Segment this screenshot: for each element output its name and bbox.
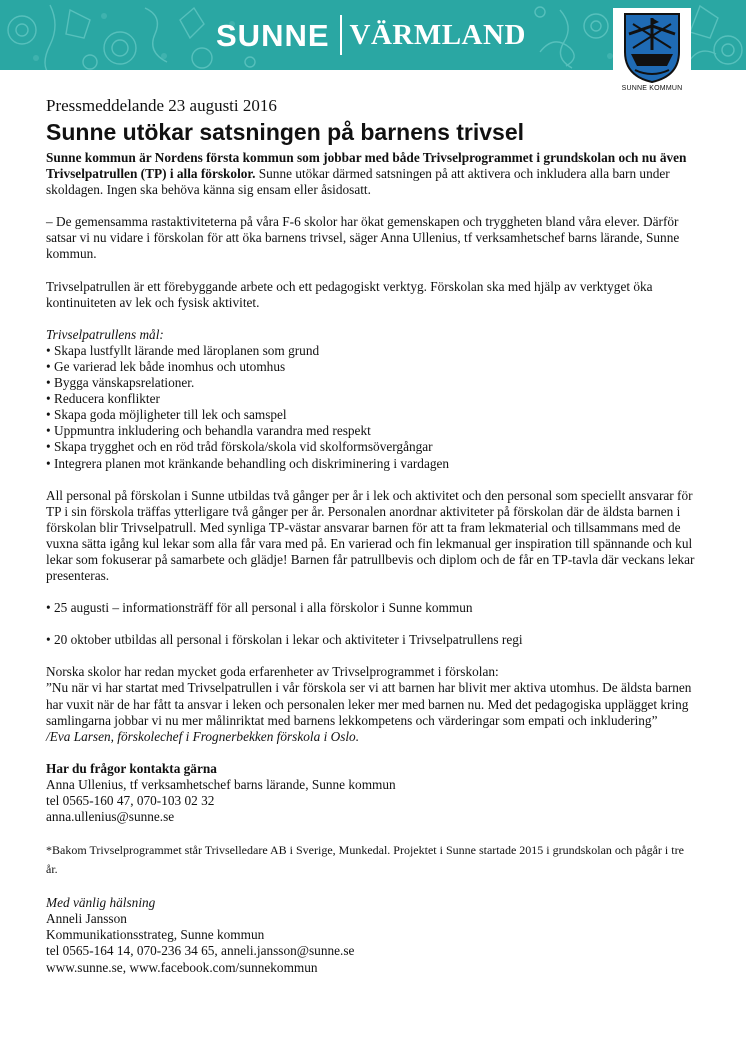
brand-varmland-text: VÄRMLAND xyxy=(349,18,526,51)
lead-rest-text: Sunne utökar därmed satsningen på att aktivera och inkludera alla barn under skoldagen. Ingen ska behöva känna sig ensam eller åsidosatt. xyxy=(46,166,670,198)
contact-email: anna.ullenius@sunne.se xyxy=(46,809,175,825)
goal-item: • Ge varierad lek både inomhus och utomhus xyxy=(46,359,696,375)
contact-heading: Har du frågor kontakta gärna xyxy=(46,760,217,776)
goals-list xyxy=(46,343,696,472)
goal-item: • Integrera planen mot kränkande behandling och diskriminering i vardagen xyxy=(46,456,696,472)
description-paragraph: Trivselpatrullen är ett förebyggande arbete och ett pedagogiskt verktyg. Förskolan ska med hjälp av verktyget öka kontinuiteten av lek och fysisk aktivitet. xyxy=(46,278,653,310)
dateline: Pressmeddelande 23 augusti 2016 xyxy=(46,96,277,115)
event-item: • 25 augusti – informationsträff för all personal i alla förskolor i Sunne kommun xyxy=(46,600,473,616)
page-title: Sunne utökar satsningen på barnens trivsel xyxy=(46,119,525,145)
brand-sunne-text: SUNNE xyxy=(216,17,330,53)
goal-item: • Bygga vänskapsrelationer. xyxy=(46,375,696,391)
norway-signature: /Eva Larsen, förskolechef i Frognerbekken förskola i Oslo. xyxy=(46,728,360,744)
training-paragraph: All personal på förskolan i Sunne utbildas två gånger per år i lek och aktivitet och den personal som speciellt ansvarar för TP i sin förskola träffas ytterligare två gånger per år. Personalen anordnar aktiviteter på förskolan där de äldsta barnen i förskolan blir Trivselpatrull. Med synliga TP-västar ansvarar barnen för att ta fram lekmaterial och tillsammans med de vuxna sätta igång kul lekar som alla får vara med på. En varierad och fin lekmanual ger inspiration till spännande och kul lekar som fokuserar på samarbete och glädje! Barnen får patrullbevis och diplom och de får en TP-tavla där veckans lekar presenteras. xyxy=(46,487,695,584)
coat-of-arms-icon xyxy=(623,12,681,84)
goals-heading: Trivselpatrullens mål: xyxy=(46,326,164,342)
goal-item: • Skapa lustfyllt lärande med läroplanen som grund xyxy=(46,343,696,359)
contact-line: Anna Ullenius, tf verksamhetschef barns lärande, Sunne kommun xyxy=(46,776,396,792)
brand-logo xyxy=(216,14,526,56)
quote-paragraph: – De gemensamma rastaktiviteterna på våra F-6 skolor har ökat gemenskapen och tryggheten bland våra elever. Därför satsar vi nu vidare i förskolan för att öka barnens trivsel, säger Anna Ullenius, tf verksamhetschef barns lärande, Sunne kommun. xyxy=(46,214,680,262)
footnote: *Bakom Trivselprogrammet står Trivselledare AB i Sverige, Munkedal. Projektet i Sunne startade 2015 i grundskolan och pågår i tre år. xyxy=(46,843,684,877)
goal-item: • Reducera konflikter xyxy=(46,391,696,407)
lead-bold-text: Sunne kommun är Nordens första kommun som jobbar med både Trivselprogrammet i grundskolan och nu även Trivselpatrullen (TP) i alla förskolor. xyxy=(46,150,687,182)
brand-divider xyxy=(340,15,342,55)
goal-item: • Skapa trygghet och en röd tråd förskola/skola vid skolformsövergångar xyxy=(46,439,696,455)
norway-intro: Norska skolor har redan mycket goda erfarenheter av Trivselprogrammet i förskolan: xyxy=(46,664,499,680)
lead-paragraph xyxy=(46,150,696,198)
signature-links: www.sunne.se, www.facebook.com/sunnekommun xyxy=(46,959,318,975)
event-item: • 20 oktober utbildas all personal i förskolan i lekar och aktiviteter i Trivselpatrullens regi xyxy=(46,632,523,648)
crest-label: SUNNE KOMMUN xyxy=(621,85,683,92)
signature-line: Anneli Jansson xyxy=(46,911,127,927)
municipality-crest xyxy=(613,8,691,93)
press-release-body xyxy=(46,96,696,976)
goal-item: • Skapa goda möjligheter till lek och samspel xyxy=(46,407,696,423)
closing-greeting: Med vänlig hälsning xyxy=(46,895,156,911)
contact-line: tel 0565-160 47, 070-103 02 32 xyxy=(46,793,215,808)
norway-quote: ”Nu när vi har startat med Trivselpatrullen i vår förskola ser vi att barnen har blivit mer aktiva utomhus. De äldsta barnen har vuxit när de har fått ta ansvar i leken och personalen leker mer med barnen nu. Med det pedagogiska upplägget kring samlingarna jobbar vi nu mer målinriktat med barnens lekkompetens och värderingar som empati och inkludering” xyxy=(46,680,692,728)
goal-item: • Uppmuntra inkludering och behandla varandra med respekt xyxy=(46,423,696,439)
signature-line: Kommunikationsstrateg, Sunne kommun xyxy=(46,927,265,943)
signature-line: tel 0565-164 14, 070-236 34 65, anneli.jansson@sunne.se xyxy=(46,943,355,959)
